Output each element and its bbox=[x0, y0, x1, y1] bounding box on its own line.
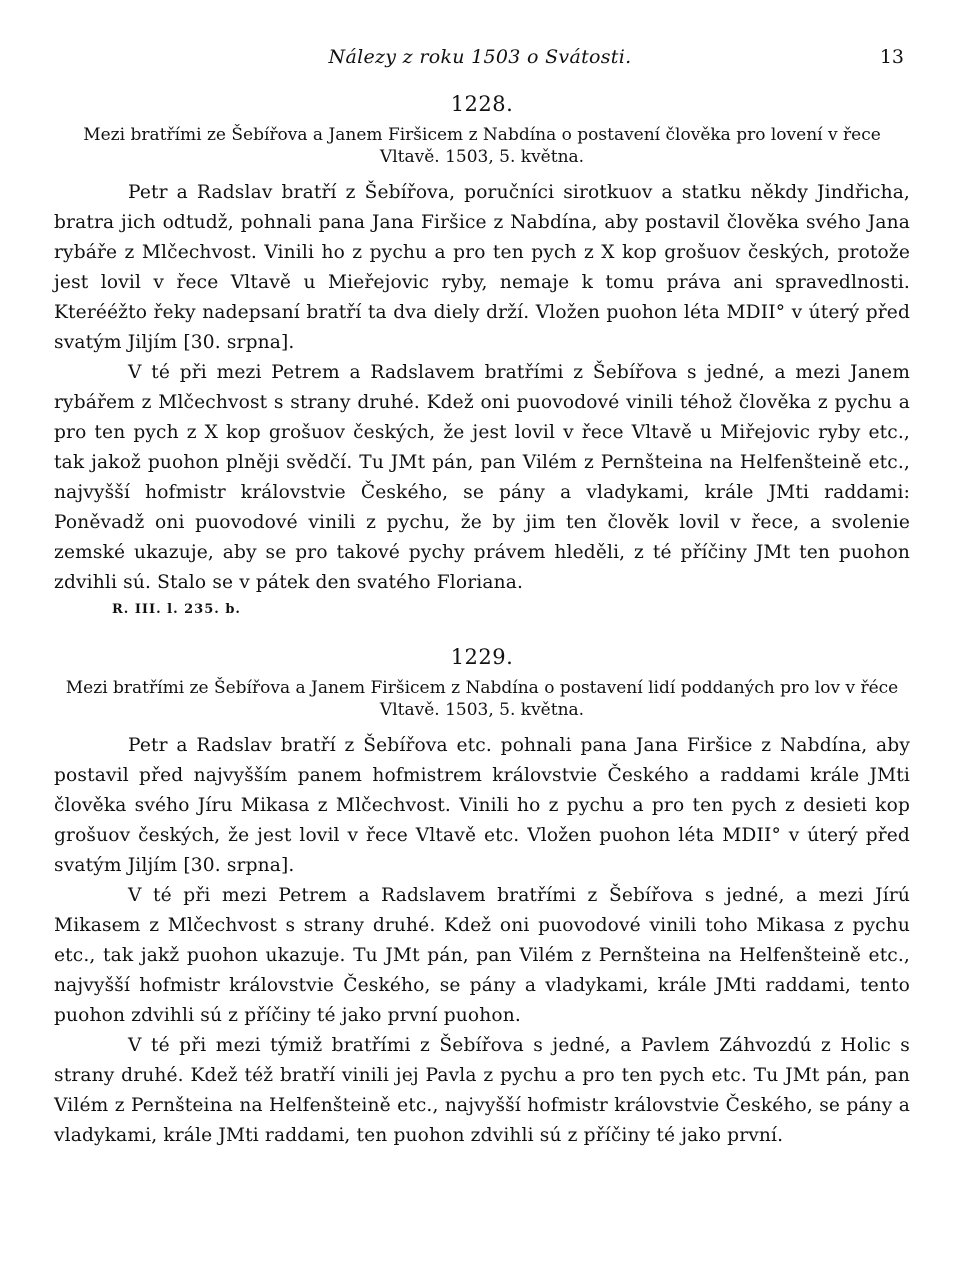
document-regest: Mezi bratřími ze Šebířova a Janem Firšicem z Nabdína o postavení lidí poddaných pro lov v řéce Vltavě. 1503, 5. května. bbox=[65, 678, 899, 720]
running-header bbox=[0, 46, 960, 76]
document-1228 bbox=[54, 92, 910, 617]
document-paragraph: V té při mezi Petrem a Radslavem bratřími z Šebířova s jedné, a mezi Janem rybářem z Mlčechvost s strany druhé. Kdež oni puovodové vinili téhož člověka z pychu a pro ten pych z X kop grošuov českých, že jest lovil v řece Vltavě u Miřejovic ryby etc., tak jakož puohon plněji svědčí. Tu JMt pán, pan Vilém z Pernšteina na Helfenšteině etc., najvyšší hofmistr královstvie Českého, se pány a vladykami, krále JMti raddami: Poněvadž oni puovodové vinili z pychu, že by jim ten člověk lovil v řece, a svolenie zemské ukazuje, aby se pro takové pychy právem hleděli, z té příčiny JMt ten puohon zdvihli sú. Stalo se v pátek den svatého Floriana. bbox=[54, 362, 910, 593]
document-number: 1229. bbox=[450, 645, 514, 669]
document-paragraph: V té při mezi týmiž bratřími z Šebířova s jedné, a Pavlem Záhvozdú z Holic s strany druhé. Kdež též bratří vinili jej Pavla z pychu a pro ten pych etc. Tu JMt pán, pan Vilém z Pernšteina na Helfenšteině etc., najvyšší hofmistr královstvie Českého, se pány a vladykami, krále JMti raddami, ten puohon zdvihli sú z příčiny té jako první. bbox=[54, 1035, 910, 1146]
document-number: 1228. bbox=[450, 92, 514, 116]
document-paragraph: V té při mezi Petrem a Radslavem bratřími z Šebířova s jedné, a mezi Jírú Mikasem z Mlčechvost s strany druhé. Kdež oni puovodové vinili toho Mikasa z pychu etc., tak jakž puohon ukazuje. Tu JMt pán, pan Vilém z Pernšteina na Helfenšteině etc., najvyšší hofmistr královstvie Českého, se pány a vladykami, krále JMti raddami, tento puohon zdvihli sú z příčiny té jako první puohon. bbox=[54, 885, 910, 1026]
document-1229 bbox=[54, 645, 910, 1151]
page-number: 13 bbox=[879, 46, 904, 68]
document-regest: Mezi bratřími ze Šebířova a Janem Firšicem z Nabdína o postavení člověka pro lovení v řece Vltavě. 1503, 5. května. bbox=[83, 125, 881, 167]
document-paragraph: Petr a Radslav bratří z Šebířova etc. pohnali pana Jana Firšice z Nabdína, aby postavil před najvyšším panem hofmistrem královstvie Českého a raddami krále JMti člověka svého Jíru Mikasa z Mlčechvost. Vinili ho z pychu a pro ten pych z desieti kop grošuov českých, že jest lovil v řece Vltavě etc. Vložen puohon léta MDII° v úterý před svatým Jiljím [30. srpna]. bbox=[54, 735, 910, 876]
running-title: Nálezy z roku 1503 o Svátosti. bbox=[328, 46, 632, 68]
document-paragraph: Petr a Radslav bratří z Šebířova, poručníci sirotkuov a statku někdy Jindřicha, bratra jich odtudž, pohnali pana Jana Firšice z Nabdína, aby postavil člověka svého Jana rybáře z Mlčechvost. Vinili ho z pychu a pro ten pych z X kop grošuov českých, protože jest lovil v řece Vltavě u Mieřejovic ryby, nemaje k tomu práva ani spravedlnosti. Kterééžto řeky nadepsaní bratří ta dva diely drží. Vložen puohon léta MDII° v úterý před svatým Jiljím [30. srpna]. bbox=[54, 182, 910, 353]
page-content bbox=[54, 92, 910, 1151]
source-reference: R. III. l. 235. b. bbox=[112, 602, 241, 617]
